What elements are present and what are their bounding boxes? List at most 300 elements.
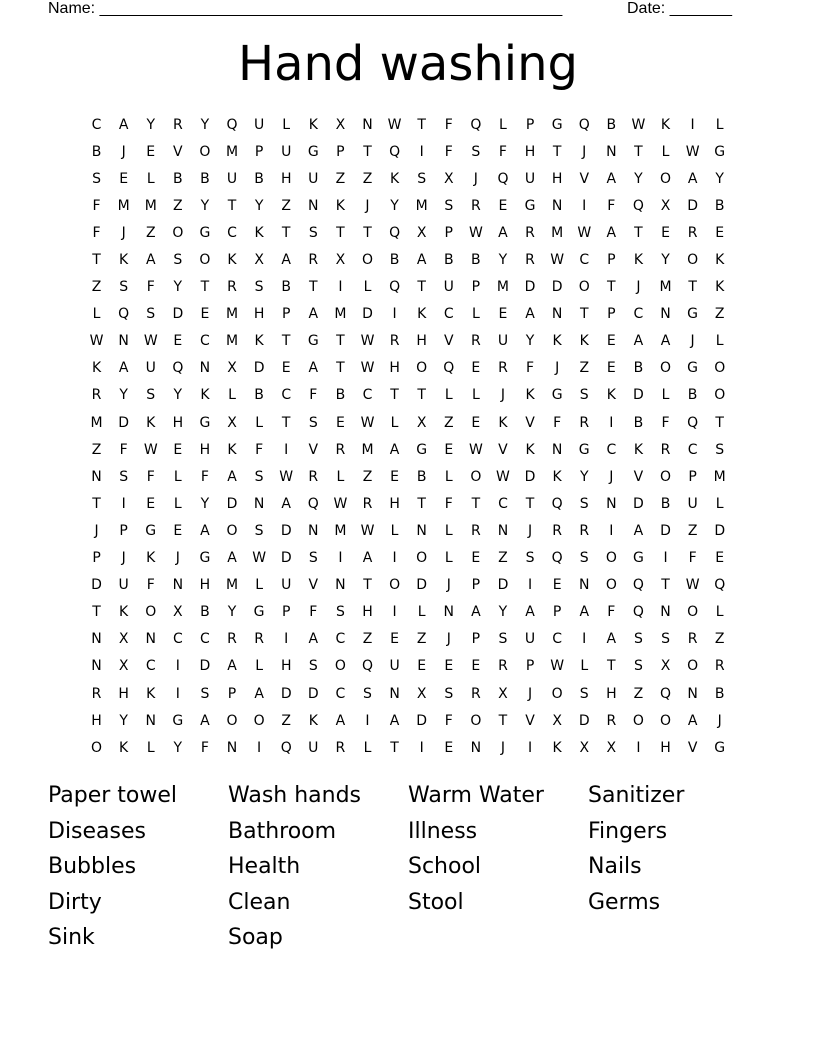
- grid-letter: B: [416, 468, 427, 485]
- grid-letter: O: [172, 224, 184, 241]
- grid-letter: X: [335, 252, 346, 269]
- grid-letter: L: [255, 658, 264, 675]
- grid-letter: J: [121, 550, 126, 567]
- grid-letter: T: [715, 414, 724, 431]
- grid-letter: G: [172, 712, 184, 729]
- grid-letter: L: [444, 550, 453, 567]
- grid-letter: N: [172, 577, 184, 594]
- grid-letter: T: [634, 224, 643, 241]
- grid-letter: T: [336, 360, 345, 377]
- grid-letter: W: [143, 333, 158, 350]
- grid-letter: E: [471, 658, 481, 675]
- grid-letter: Z: [498, 550, 508, 567]
- grid-letter: W: [360, 414, 375, 431]
- grid-letter: R: [335, 739, 346, 756]
- grid-letter: U: [145, 360, 156, 377]
- grid-letter: E: [471, 550, 481, 567]
- grid-letter: K: [525, 387, 535, 404]
- grid-letter: A: [606, 170, 617, 187]
- grid-letter: D: [307, 685, 319, 702]
- grid-letter: Z: [687, 522, 698, 539]
- grid-letter: K: [498, 414, 508, 431]
- grid-letter: V: [579, 170, 590, 187]
- grid-letter: A: [308, 631, 319, 648]
- grid-letter: D: [91, 577, 102, 594]
- grid-letter: I: [609, 414, 614, 431]
- grid-letter: N: [118, 333, 129, 350]
- grid-letter: S: [254, 279, 264, 296]
- grid-letter: O: [660, 468, 672, 485]
- grid-letter: K: [417, 306, 427, 323]
- grid-letter: Y: [525, 333, 535, 350]
- grid-letter: Q: [307, 495, 319, 512]
- grid-letter: U: [389, 658, 400, 675]
- grid-letter: S: [146, 387, 156, 404]
- grid-letter: F: [444, 116, 453, 133]
- grid-letter: L: [444, 522, 453, 539]
- grid-letter: L: [228, 387, 236, 404]
- grid-letter: Q: [280, 739, 292, 756]
- grid-letter: L: [146, 170, 155, 187]
- grid-letter: F: [553, 414, 562, 431]
- grid-letter: S: [579, 387, 589, 404]
- grid-letter: X: [660, 197, 671, 214]
- grid-letter: S: [444, 197, 454, 214]
- grid-letter: A: [525, 306, 535, 323]
- grid-letter: V: [498, 441, 508, 458]
- grid-letter: C: [172, 631, 183, 648]
- grid-letter: V: [443, 333, 454, 350]
- grid-letter: D: [280, 685, 292, 702]
- grid-letter: K: [119, 252, 129, 269]
- grid-letter: J: [175, 550, 180, 567]
- grid-letter: L: [661, 387, 670, 404]
- word-list-item: Bubbles: [48, 854, 137, 879]
- grid-letter: D: [660, 522, 671, 539]
- grid-letter: E: [606, 333, 616, 350]
- grid-letter: R: [389, 333, 400, 350]
- grid-letter: Y: [498, 604, 508, 621]
- grid-letter: S: [633, 631, 643, 648]
- grid-letter: Y: [119, 712, 128, 729]
- grid-letter: W: [685, 577, 700, 594]
- grid-letter: Z: [714, 631, 725, 648]
- grid-letter: Y: [661, 252, 670, 269]
- grid-letter: C: [498, 495, 508, 512]
- grid-letter: I: [284, 631, 289, 648]
- grid-letter: S: [119, 279, 129, 296]
- grid-letter: K: [579, 333, 589, 350]
- grid-letter: I: [121, 495, 126, 512]
- grid-letter: F: [309, 387, 318, 404]
- grid-letter: S: [254, 522, 264, 539]
- grid-letter: B: [714, 197, 725, 214]
- grid-letter: T: [417, 387, 426, 404]
- grid-letter: W: [496, 468, 510, 485]
- grid-letter: E: [146, 495, 156, 512]
- grid-letter: T: [634, 143, 643, 160]
- grid-letter: Z: [362, 468, 373, 485]
- grid-letter: W: [360, 522, 375, 539]
- grid-letter: M: [90, 414, 103, 431]
- grid-letter: S: [444, 685, 454, 702]
- grid-letter: Q: [118, 306, 130, 323]
- grid-letter: N: [687, 685, 698, 702]
- grid-letter: N: [660, 306, 671, 323]
- grid-letter: K: [308, 712, 318, 729]
- grid-letter: S: [498, 631, 508, 648]
- grid-letter: R: [498, 360, 508, 377]
- grid-letter: I: [636, 739, 641, 756]
- grid-letter: I: [392, 604, 397, 621]
- grid-letter: T: [281, 333, 291, 350]
- grid-letter: U: [524, 631, 536, 648]
- grid-letter: J: [609, 468, 614, 485]
- grid-letter: W: [631, 116, 646, 133]
- grid-letter: R: [470, 685, 481, 702]
- grid-letter: A: [335, 712, 346, 729]
- grid-letter: H: [199, 577, 211, 594]
- grid-letter: O: [389, 577, 401, 594]
- grid-letter: S: [363, 685, 372, 702]
- grid-letter: C: [200, 631, 210, 648]
- grid-letter: L: [580, 658, 589, 675]
- grid-letter: O: [199, 252, 211, 269]
- grid-letter: E: [661, 224, 670, 241]
- grid-letter: E: [200, 306, 210, 323]
- grid-letter: Y: [146, 116, 156, 133]
- grid-letter: V: [308, 577, 319, 594]
- grid-letter: R: [470, 333, 481, 350]
- grid-letter: T: [417, 279, 426, 296]
- grid-letter: N: [551, 197, 563, 214]
- grid-letter: V: [687, 739, 698, 756]
- grid-letter: K: [308, 116, 318, 133]
- grid-letter: C: [227, 224, 237, 241]
- grid-letter: E: [417, 658, 427, 675]
- grid-letter: O: [226, 712, 238, 729]
- grid-letter: O: [605, 577, 617, 594]
- grid-letter: B: [471, 252, 481, 269]
- grid-letter: Z: [362, 170, 373, 187]
- grid-letter: Y: [390, 197, 399, 214]
- grid-letter: W: [360, 360, 375, 377]
- grid-letter: C: [200, 333, 210, 350]
- grid-letter: I: [392, 550, 397, 567]
- grid-letter: U: [226, 170, 238, 187]
- grid-letter: A: [416, 252, 427, 269]
- name-field-label: Name: ____________________________________________________: [48, 0, 563, 17]
- word-list-item: Germs: [588, 889, 661, 915]
- grid-letter: C: [145, 658, 156, 675]
- grid-letter: R: [254, 631, 264, 648]
- grid-letter: A: [498, 224, 508, 241]
- grid-letter: O: [660, 170, 672, 187]
- grid-letter: U: [308, 739, 319, 756]
- grid-letter: W: [143, 441, 158, 458]
- grid-letter: D: [199, 658, 211, 675]
- grid-letter: Z: [91, 441, 102, 458]
- grid-letter: Y: [200, 116, 210, 133]
- grid-letter: Y: [634, 170, 643, 187]
- grid-letter: D: [578, 712, 590, 729]
- grid-letter: R: [606, 712, 617, 729]
- grid-letter: O: [199, 143, 211, 160]
- grid-letter: F: [309, 604, 318, 621]
- grid-letter: M: [551, 224, 564, 241]
- grid-letter: U: [253, 116, 265, 133]
- grid-letter: J: [582, 143, 587, 160]
- grid-letter: L: [444, 468, 453, 485]
- grid-letter: Q: [551, 550, 563, 567]
- grid-letter: A: [200, 712, 210, 729]
- grid-letter: T: [498, 712, 508, 729]
- grid-letter: P: [254, 143, 264, 160]
- grid-letter: H: [389, 360, 400, 377]
- grid-letter: E: [119, 170, 129, 187]
- grid-letter: F: [92, 224, 101, 241]
- grid-letter: N: [443, 604, 454, 621]
- grid-letter: V: [173, 143, 183, 160]
- grid-letter: F: [688, 550, 697, 567]
- grid-letter: O: [470, 712, 482, 729]
- grid-letter: F: [607, 197, 616, 214]
- grid-letter: E: [444, 739, 454, 756]
- grid-letter: L: [363, 279, 372, 296]
- grid-letter: L: [255, 577, 264, 594]
- grid-letter: M: [225, 333, 239, 350]
- grid-letter: T: [525, 495, 535, 512]
- grid-letter: Q: [578, 116, 590, 133]
- grid-letter: D: [524, 279, 536, 296]
- grid-letter: F: [526, 360, 535, 377]
- grid-letter: T: [607, 279, 616, 296]
- grid-letter: V: [525, 414, 535, 431]
- grid-letter: T: [227, 197, 237, 214]
- grid-letter: Q: [687, 414, 699, 431]
- grid-letter: Q: [632, 604, 644, 621]
- grid-letter: G: [551, 387, 563, 404]
- grid-letter: I: [419, 143, 424, 160]
- grid-letter: A: [389, 441, 400, 458]
- grid-letter: R: [91, 387, 102, 404]
- grid-letter: A: [660, 333, 671, 350]
- grid-letter: Z: [281, 712, 291, 729]
- grid-letter: E: [498, 306, 508, 323]
- grid-letter: D: [416, 712, 428, 729]
- grid-letter: A: [308, 360, 319, 377]
- grid-letter: G: [199, 224, 211, 241]
- grid-letter: G: [145, 522, 157, 539]
- grid-letter: I: [609, 522, 614, 539]
- grid-letter: N: [145, 631, 156, 648]
- word-list-item: Wash hands: [228, 783, 362, 808]
- grid-letter: F: [200, 468, 209, 485]
- grid-letter: F: [255, 441, 264, 458]
- grid-letter: Q: [632, 577, 644, 594]
- grid-letter: C: [579, 252, 590, 269]
- grid-letter: O: [578, 279, 590, 296]
- grid-letter: D: [416, 577, 428, 594]
- grid-letter: Q: [714, 577, 726, 594]
- grid-letter: O: [632, 712, 644, 729]
- grid-letter: X: [498, 685, 508, 702]
- grid-letter: C: [335, 631, 346, 648]
- grid-letter: I: [392, 306, 397, 323]
- grid-letter: K: [227, 252, 237, 269]
- grid-letter: L: [471, 306, 480, 323]
- grid-letter: E: [444, 658, 454, 675]
- grid-letter: U: [118, 577, 129, 594]
- grid-letter: E: [471, 414, 481, 431]
- grid-letter: S: [579, 550, 589, 567]
- grid-letter: S: [92, 170, 101, 187]
- grid-letter: C: [606, 441, 617, 458]
- grid-letter: A: [308, 306, 319, 323]
- grid-letter: B: [606, 116, 617, 133]
- grid-letter: S: [119, 468, 129, 485]
- grid-letter: J: [473, 170, 478, 187]
- grid-letter: O: [714, 360, 726, 377]
- grid-letter: O: [361, 252, 373, 269]
- grid-letter: R: [579, 522, 590, 539]
- grid-letter: O: [470, 468, 482, 485]
- grid-letter: G: [307, 143, 319, 160]
- grid-letter: E: [715, 550, 725, 567]
- grid-letter: H: [199, 441, 211, 458]
- grid-letter: W: [387, 116, 402, 133]
- grid-letter: Q: [172, 360, 184, 377]
- grid-letter: K: [660, 116, 671, 133]
- grid-letter: L: [417, 604, 426, 621]
- grid-letter: S: [335, 604, 345, 621]
- grid-letter: G: [253, 604, 265, 621]
- grid-letter: A: [362, 550, 373, 567]
- grid-letter: A: [145, 252, 156, 269]
- grid-letter: W: [252, 550, 267, 567]
- grid-letter: J: [121, 143, 126, 160]
- grid-letter: S: [579, 495, 589, 512]
- grid-letter: U: [687, 495, 698, 512]
- grid-letter: W: [468, 441, 483, 458]
- grid-letter: F: [146, 279, 155, 296]
- grid-letter: O: [660, 360, 672, 377]
- word-list-item: Clean: [228, 889, 291, 915]
- grid-letter: R: [172, 116, 183, 133]
- grid-letter: K: [715, 252, 725, 269]
- grid-letter: X: [606, 739, 617, 756]
- grid-letter: O: [687, 658, 699, 675]
- grid-letter: W: [279, 468, 294, 485]
- grid-letter: E: [390, 468, 399, 485]
- grid-letter: S: [308, 224, 318, 241]
- grid-letter: D: [172, 306, 184, 323]
- grid-letter: N: [91, 631, 102, 648]
- grid-letter: M: [496, 279, 509, 296]
- grid-letter: N: [389, 685, 400, 702]
- grid-letter: E: [173, 522, 183, 539]
- grid-letter: D: [253, 360, 265, 377]
- grid-letter: M: [117, 197, 130, 214]
- grid-letter: G: [307, 333, 319, 350]
- grid-letter: U: [281, 143, 292, 160]
- grid-letter: Z: [714, 306, 725, 323]
- grid-letter: T: [390, 739, 399, 756]
- grid-letter: J: [717, 712, 722, 729]
- grid-letter: S: [254, 468, 264, 485]
- grid-letter: R: [470, 522, 481, 539]
- grid-letter: R: [579, 414, 590, 431]
- grid-letter: J: [527, 522, 533, 539]
- grid-letter: T: [363, 224, 372, 241]
- grid-letter: B: [335, 387, 346, 404]
- grid-letter: R: [308, 252, 319, 269]
- grid-letter: K: [146, 550, 156, 567]
- grid-letter: O: [145, 604, 157, 621]
- grid-letter: Y: [119, 387, 128, 404]
- grid-letter: T: [281, 414, 291, 431]
- grid-letter: O: [226, 522, 238, 539]
- grid-letter: X: [552, 712, 562, 729]
- grid-letter: D: [551, 279, 563, 296]
- grid-letter: T: [336, 224, 345, 241]
- grid-letter: X: [335, 116, 346, 133]
- grid-letter: P: [688, 468, 697, 485]
- grid-letter: T: [309, 279, 318, 296]
- grid-letter: I: [284, 441, 289, 458]
- grid-letter: N: [660, 604, 671, 621]
- grid-letter: T: [471, 495, 481, 512]
- grid-letter: D: [633, 387, 644, 404]
- grid-letter: M: [361, 441, 374, 458]
- grid-letter: N: [253, 495, 265, 512]
- grid-letter: L: [661, 143, 670, 160]
- grid-letter: B: [173, 170, 183, 187]
- grid-letter: K: [200, 387, 210, 404]
- grid-letter: I: [663, 550, 668, 567]
- grid-letter: P: [92, 550, 101, 567]
- word-list-item: School: [408, 854, 482, 879]
- grid-letter: F: [607, 604, 616, 621]
- grid-letter: C: [362, 387, 373, 404]
- grid-letter: E: [390, 631, 399, 648]
- grid-letter: T: [417, 495, 426, 512]
- grid-letter: J: [555, 360, 560, 377]
- grid-letter: A: [633, 333, 644, 350]
- grid-letter: N: [497, 522, 509, 539]
- date-field-label: Date: _______: [627, 0, 732, 17]
- word-list: [48, 778, 768, 956]
- grid-letter: L: [92, 306, 101, 323]
- grid-letter: K: [119, 739, 129, 756]
- grid-letter: C: [687, 441, 698, 458]
- grid-letter: E: [606, 360, 616, 377]
- grid-letter: S: [200, 685, 210, 702]
- grid-letter: N: [199, 360, 211, 377]
- grid-letter: O: [687, 604, 699, 621]
- grid-letter: L: [363, 739, 372, 756]
- grid-letter: T: [281, 224, 291, 241]
- grid-letter: Y: [173, 279, 183, 296]
- grid-letter: B: [200, 604, 210, 621]
- word-list-item: Warm Water: [408, 783, 544, 808]
- grid-letter: N: [308, 522, 319, 539]
- grid-letter: T: [607, 658, 616, 675]
- grid-letter: I: [338, 279, 343, 296]
- grid-letter: N: [606, 143, 617, 160]
- grid-letter: V: [308, 441, 319, 458]
- grid-letter: U: [281, 577, 292, 594]
